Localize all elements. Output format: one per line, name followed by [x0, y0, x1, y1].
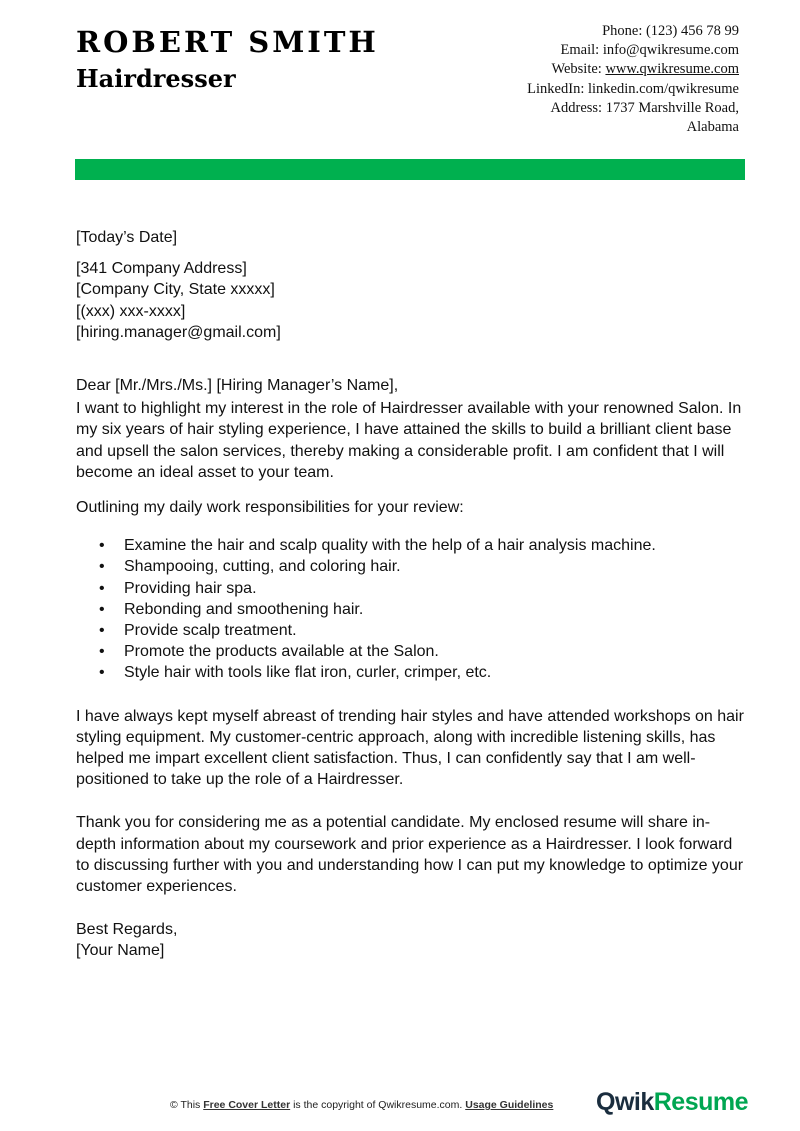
list-intro: Outlining my daily work responsibilities for your review: — [76, 499, 464, 517]
paragraph-experience: I have always kept myself abreast of trending hair styles and have attended workshops on hair styling equipment. My customer-centric approach, along with incredible listening skills, has helped me impart excellent client satisfaction. Thus, I can confidently say that I am well-positioned to take up the role of a Hairdresser. — [76, 707, 744, 789]
letter-body — [76, 227, 744, 962]
contact-email: Email: info@qwikresume.com — [560, 42, 739, 59]
recipient-address — [76, 258, 744, 343]
footer-prefix: © This — [170, 1099, 204, 1111]
list-item: • Providing hair spa. — [124, 578, 744, 599]
website-link[interactable]: www.qwikresume.com — [605, 61, 739, 78]
list-item: • Style hair with tools like flat iron, curler, crimper, etc. — [124, 662, 744, 683]
contact-block — [527, 22, 739, 137]
list-item: • Shampooing, cutting, and coloring hair. — [124, 556, 744, 577]
paragraph-thanks: Thank you for considering me as a potential candidate. My enclosed resume will share in-depth information about my coursework and prior experience as a Hairdresser. I look forward to discussing further with you and understanding how I can put my knowledge to optimize your customer experiences. — [76, 814, 744, 896]
usage-guidelines-link[interactable]: Usage Guidelines — [465, 1099, 554, 1111]
duties-list — [76, 535, 744, 683]
job-title: Hairdresser — [76, 64, 236, 93]
list-item: • Examine the hair and scalp quality with the help of a hair analysis machine. — [124, 535, 744, 556]
closing: Best Regards, — [76, 921, 178, 939]
contact-website-label: Website: — [551, 61, 606, 78]
header-divider-bar — [75, 159, 745, 180]
paragraph-intro: I want to highlight my interest in the role of Hairdresser available with your renowned Salon. In my six years of hair styling experience, I have attained the skills to build a brilliant client base and upsell the salon services, thereby making a considerable profit. I am confident that I will become an ideal asset to your team. — [76, 400, 742, 481]
list-item: • Provide scalp treatment. — [124, 620, 744, 641]
logo-part-resume: Resume — [653, 1088, 749, 1116]
recipient-email: [hiring.manager@gmail.com] — [76, 323, 281, 341]
footer-copyright — [170, 1099, 553, 1111]
list-item: • Promote the products available at the Salon. — [124, 641, 744, 662]
free-cover-letter-link[interactable]: Free Cover Letter — [203, 1099, 291, 1111]
footer-middle: is the copyright of Qwikresume.com. — [290, 1099, 466, 1111]
signature: [Your Name] — [76, 942, 165, 960]
recipient-phone: [(xxx) xxx-xxxx] — [76, 302, 186, 320]
recipient-city-state: [Company City, State xxxxx] — [76, 281, 275, 299]
qwikresume-logo — [596, 1088, 748, 1117]
applicant-name: ROBERT SMITH — [76, 25, 379, 59]
letter-date: [Today’s Date] — [76, 229, 178, 246]
contact-address-line2: Alabama — [686, 119, 739, 136]
contact-address-line1: Address: 1737 Marshville Road, — [550, 99, 739, 116]
contact-linkedin: LinkedIn: linkedin.com/qwikresume — [527, 80, 739, 97]
recipient-company-address: [341 Company Address] — [76, 260, 247, 278]
list-item: • Rebonding and smoothening hair. — [124, 599, 744, 620]
contact-phone: Phone: (123) 456 78 99 — [602, 23, 739, 39]
salutation: Dear [Mr./Mrs./Ms.] [Hiring Manager’s Name], — [76, 377, 399, 395]
logo-part-qwik: Qwik — [596, 1088, 654, 1116]
contact-website — [527, 60, 739, 79]
